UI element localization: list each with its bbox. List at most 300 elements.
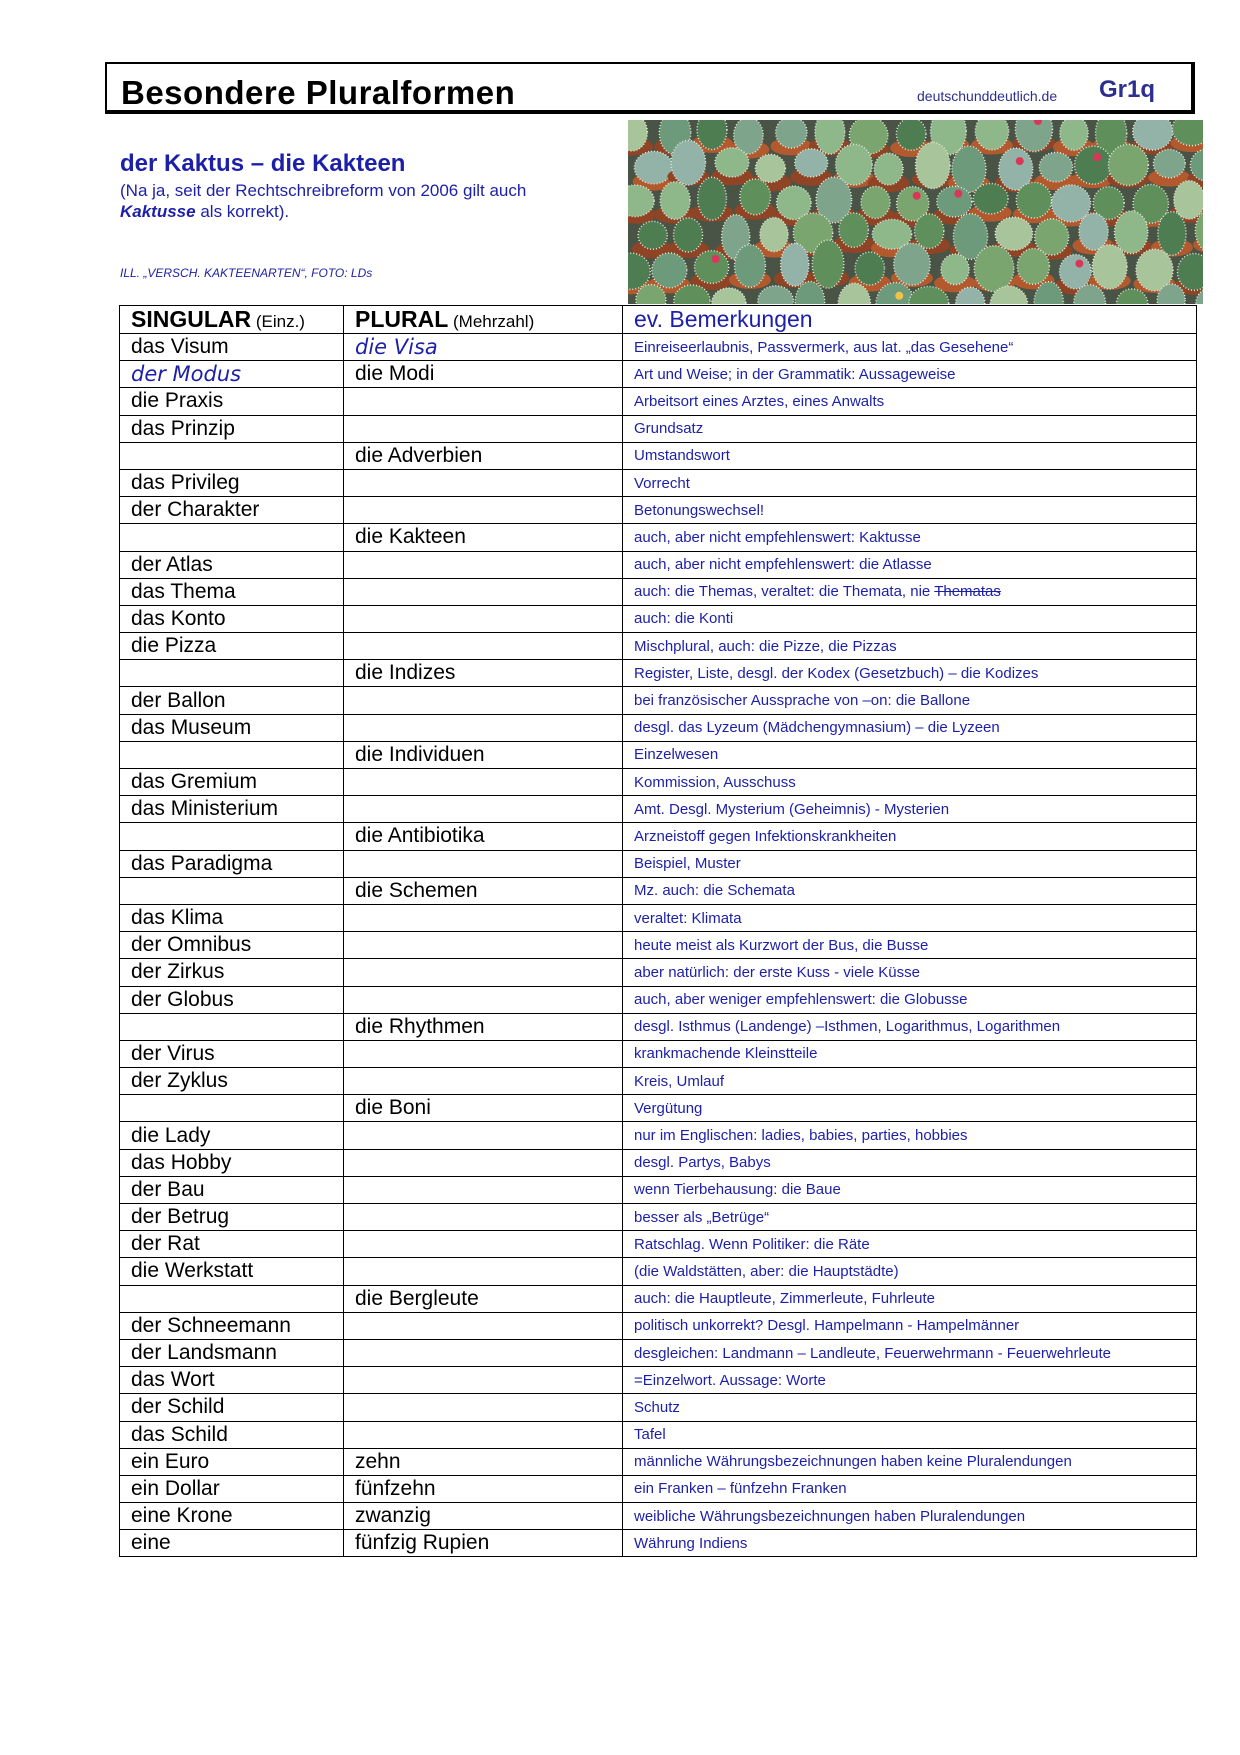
page-title: Besondere Pluralformen [121,74,516,111]
remark-cell-text: auch: die Hauptleute, Zimmerleute, Fuhrleute [634,1290,935,1308]
remark-cell [623,1421,1197,1448]
plural-cell [344,660,623,687]
intro-note-bold: Kaktusse [120,202,196,221]
table-row [120,741,1197,768]
plural-cell [344,1367,623,1394]
remark-cell [623,823,1197,850]
singular-cell [120,633,344,660]
remark-cell [623,932,1197,959]
remark-cell [623,959,1197,986]
plural-cell-text: die Indizes [355,661,456,685]
intro-heading: der Kaktus – die Kakteen [120,150,406,177]
table-row [120,1013,1197,1040]
table-row [120,1176,1197,1203]
singular-cell-text: die Werkstatt [131,1259,254,1283]
remark-cell-text: männliche Währungsbezeichnungen haben keine Pluralendungen [634,1453,1072,1471]
plural-cell-text: fünfzig Rupien [355,1531,490,1555]
remark-cell-text: auch: die Konti [634,610,734,628]
table-row [120,959,1197,986]
table-row [120,932,1197,959]
singular-cell-text: der Bau [131,1177,205,1201]
plural-cell-text: zehn [355,1449,401,1473]
remark-cell-text: Beispiel, Muster [634,855,741,873]
intro-note-before: (Na ja, seit der Rechtschreibreform von 2006 gilt auch [120,181,527,200]
table-row [120,1095,1197,1122]
singular-cell-text: der Virus [131,1041,215,1065]
singular-cell [120,1448,344,1475]
remark-cell [623,578,1197,605]
table-row [120,469,1197,496]
header-plural-sub: (Mehrzahl) [448,312,535,331]
singular-cell [120,1339,344,1366]
header-singular-label: SINGULAR [131,306,252,332]
singular-cell [120,741,344,768]
plural-cell [344,1040,623,1067]
plural-cell [344,986,623,1013]
remark-cell-text: auch, aber nicht empfehlenswert: die Atlasse [634,556,932,574]
remark-cell-text: krankmachende Kleinstteile [634,1045,818,1063]
remark-cell [623,1475,1197,1502]
singular-cell-text: die Lady [131,1123,211,1147]
plural-cell [344,605,623,632]
singular-cell-text: das Ministerium [131,797,279,821]
table-row [120,796,1197,823]
table-body [120,334,1197,1557]
remark-cell [623,1122,1197,1149]
remark-cell-text: bei französischer Aussprache von –on: die Ballone [634,692,971,710]
plural-cell-text: die Schemen [355,878,478,902]
table-row [120,524,1197,551]
remark-cell [623,1204,1197,1231]
singular-cell [120,1095,344,1122]
singular-cell-text: ein Euro [131,1449,210,1473]
plural-cell [344,1339,623,1366]
table-row [120,1503,1197,1530]
singular-cell [120,932,344,959]
singular-cell [120,415,344,442]
plural-cell [344,1421,623,1448]
singular-cell [120,823,344,850]
singular-cell [120,769,344,796]
remark-cell [623,1149,1197,1176]
plural-cell [344,1448,623,1475]
singular-cell-text: das Hobby [131,1150,232,1174]
remark-cell [623,1312,1197,1339]
table-row [120,1040,1197,1067]
singular-cell [120,1367,344,1394]
remark-cell [623,497,1197,524]
singular-cell [120,959,344,986]
plural-cell [344,823,623,850]
singular-cell [120,334,344,361]
table-row [120,1421,1197,1448]
plural-cell [344,1312,623,1339]
remark-cell [623,1367,1197,1394]
singular-cell-text: das Konto [131,606,226,630]
remark-cell [623,442,1197,469]
singular-cell [120,469,344,496]
remark-cell-text: desgl. das Lyzeum (Mädchengymnasium) – die Lyzeen [634,719,1000,737]
plural-cell [344,1176,623,1203]
plural-cell [344,334,623,361]
singular-cell [120,1530,344,1557]
intro-note [120,180,620,222]
table-row [120,442,1197,469]
plural-cell [344,904,623,931]
plural-cell [344,1503,623,1530]
remark-cell-text: auch, aber weniger empfehlenswert: die Globusse [634,991,968,1009]
remark-cell-text: Kommission, Ausschuss [634,773,796,791]
remark-cell-text: =Einzelwort. Aussage: Worte [634,1371,826,1389]
singular-cell-text: eine [131,1531,171,1555]
plural-cell [344,1149,623,1176]
plural-cell [344,959,623,986]
plural-cell [344,687,623,714]
singular-cell [120,1421,344,1448]
singular-cell [120,524,344,551]
remark-cell-text: Einreiseerlaubnis, Passvermerk, aus lat. „das Gesehene“ [634,338,1014,356]
remark-cell-text: Vergütung [634,1099,703,1117]
remark-cell-text: Kreis, Umlauf [634,1072,725,1090]
singular-cell [120,904,344,931]
header-singular-sub: (Einz.) [251,312,305,331]
plural-cell [344,1068,623,1095]
singular-cell-text: ein Dollar [131,1476,220,1500]
singular-cell [120,1068,344,1095]
remark-cell [623,850,1197,877]
plural-cell [344,442,623,469]
remark-cell [623,1530,1197,1557]
plural-cell-text: die Modi [355,362,435,386]
remark-cell-text: veraltet: Klimata [634,909,742,927]
table-row [120,1367,1197,1394]
singular-cell [120,1122,344,1149]
remark-cell [623,1068,1197,1095]
singular-cell [120,442,344,469]
remark-cell [623,904,1197,931]
table-row [120,904,1197,931]
table-row [120,551,1197,578]
singular-cell [120,1394,344,1421]
remark-cell-text: politisch unkorrekt? Desgl. Hampelmann - Hampelmänner [634,1317,1020,1335]
table-row [120,1475,1197,1502]
remark-cell-text: Mz. auch: die Schemata [634,882,795,900]
remark-cell [623,1503,1197,1530]
table-row [120,1530,1197,1557]
remark-cell [623,714,1197,741]
plural-cell [344,469,623,496]
plural-cell [344,1204,623,1231]
plural-cell-text: zwanzig [355,1504,431,1528]
remark-cell [623,660,1197,687]
plural-cell-text: die Adverbien [355,443,483,467]
singular-cell-text: der Betrug [131,1205,230,1229]
remark-cell-text: Währung Indiens [634,1534,748,1552]
cacti-photo [628,120,1203,304]
plural-cell [344,1285,623,1312]
plural-cell [344,741,623,768]
plural-cell [344,1122,623,1149]
plural-cell [344,1394,623,1421]
plural-cell [344,415,623,442]
table-row [120,1285,1197,1312]
plural-cell-text: die Boni [355,1096,431,1120]
table-row [120,1448,1197,1475]
strikethrough-text: Thematas [934,583,1001,601]
remark-cell-text: Grundsatz [634,420,704,438]
plural-table [119,305,1197,1557]
remark-cell-text: Tafel [634,1426,666,1444]
remark-cell-text: Mischplural, auch: die Pizze, die Pizzas [634,637,897,655]
remark-cell [623,524,1197,551]
remark-cell [623,796,1197,823]
plural-cell [344,932,623,959]
singular-cell-text: eine Krone [131,1504,233,1528]
plural-cell [344,1258,623,1285]
table-row [120,334,1197,361]
singular-cell [120,1285,344,1312]
table-row [120,361,1197,388]
remark-cell [623,769,1197,796]
table-row [120,986,1197,1013]
remark-cell [623,361,1197,388]
remark-cell [623,633,1197,660]
singular-cell [120,361,344,388]
site-label: deutschunddeutlich.de [917,88,1058,104]
plural-cell [344,1530,623,1557]
plural-cell [344,551,623,578]
singular-cell-text: der Schneemann [131,1313,291,1337]
singular-cell [120,1503,344,1530]
remark-cell-text: Register, Liste, desgl. der Kodex (Gesetzbuch) – die Kodizes [634,664,1039,682]
remark-cell [623,1095,1197,1122]
singular-cell-text: das Schild [131,1422,228,1446]
plural-cell [344,714,623,741]
table-row [120,1339,1197,1366]
singular-cell-text: das Paradigma [131,851,273,875]
singular-cell-text: das Gremium [131,770,258,794]
table-row [120,578,1197,605]
remark-cell [623,741,1197,768]
singular-cell-text: die Praxis [131,389,224,413]
remark-cell [623,1394,1197,1421]
singular-cell [120,986,344,1013]
plural-cell [344,633,623,660]
singular-cell-text: das Prinzip [131,416,235,440]
plural-cell [344,1231,623,1258]
singular-cell-text: der Zirkus [131,960,225,984]
cacti-illustration [628,120,1203,304]
remark-cell [623,334,1197,361]
singular-cell [120,660,344,687]
remark-cell-text: nur im Englischen: ladies, babies, parties, hobbies [634,1127,968,1145]
singular-cell [120,1312,344,1339]
singular-cell [120,1258,344,1285]
remark-cell-text: aber natürlich: der erste Kuss - viele Küsse [634,963,920,981]
remark-cell-text: auch, aber nicht empfehlenswert: Kaktusse [634,528,921,546]
singular-cell [120,850,344,877]
remark-cell [623,1040,1197,1067]
table-row [120,497,1197,524]
table-row [120,415,1197,442]
singular-cell [120,578,344,605]
header-plural-label: PLURAL [355,306,449,332]
plural-cell [344,850,623,877]
table-row [120,714,1197,741]
table-row [120,1204,1197,1231]
plural-cell [344,796,623,823]
plural-cell [344,1095,623,1122]
plural-cell-text: die Visa [355,334,438,359]
plural-cell [344,1013,623,1040]
table-row [120,850,1197,877]
singular-cell-text: das Klima [131,906,224,930]
singular-cell [120,388,344,415]
remark-cell [623,1258,1197,1285]
remark-cell-text: Arzneistoff gegen Infektionskrankheiten [634,827,897,845]
singular-cell-text: das Visum [131,335,229,359]
singular-cell-text: der Globus [131,987,234,1011]
singular-cell [120,714,344,741]
remark-cell [623,1231,1197,1258]
table-row [120,1231,1197,1258]
table-header-row [120,306,1197,334]
singular-cell [120,877,344,904]
remark-cell-text: ein Franken – fünfzehn Franken [634,1480,847,1498]
singular-cell-text: der Landsmann [131,1341,277,1365]
table-row [120,769,1197,796]
header-remarks: ev. Bemerkungen [623,306,1197,334]
singular-cell-text: der Zyklus [131,1069,228,1093]
plural-cell [344,877,623,904]
table-row [120,823,1197,850]
singular-cell-text: das Wort [131,1368,215,1392]
intro [120,150,620,222]
header-plural [344,306,623,334]
singular-cell-text: der Rat [131,1232,200,1256]
plural-cell-text: die Kakteen [355,525,466,549]
plural-cell [344,769,623,796]
singular-cell-text: das Museum [131,715,252,739]
plural-cell-text: die Bergleute [355,1286,479,1310]
table-row [120,1394,1197,1421]
singular-cell [120,687,344,714]
singular-cell [120,796,344,823]
remark-cell-text: auch: die Themas, veraltet: die Themata, nie [634,583,935,601]
table-row [120,1312,1197,1339]
singular-cell-text: der Omnibus [131,933,252,957]
singular-cell [120,1475,344,1502]
remark-cell-text: heute meist als Kurzwort der Bus, die Busse [634,936,929,954]
remark-cell [623,1285,1197,1312]
remark-cell [623,986,1197,1013]
remark-cell-text: besser als „Betrüge“ [634,1208,770,1226]
plural-cell [344,388,623,415]
remark-cell [623,469,1197,496]
remark-cell-text: desgleichen: Landmann – Landleute, Feuerwehrmann - Feuerwehrleute [634,1344,1111,1362]
singular-cell [120,1231,344,1258]
table-row [120,388,1197,415]
remark-cell [623,877,1197,904]
worksheet-code: Gr1q [1099,76,1156,103]
remark-cell-text: desgl. Partys, Babys [634,1154,771,1172]
remark-cell-text: Einzelwesen [634,746,719,764]
remark-cell-text: Arbeitsort eines Arztes, eines Anwalts [634,392,885,410]
table-row [120,605,1197,632]
table-row [120,1068,1197,1095]
table-row [120,1258,1197,1285]
singular-cell [120,551,344,578]
remark-cell-text: Amt. Desgl. Mysterium (Geheimnis) - Mysterien [634,800,950,818]
remark-cell-text: Vorrecht [634,474,690,492]
remark-cell-text: Schutz [634,1398,680,1416]
table-row [120,633,1197,660]
singular-cell-text: das Privileg [131,471,240,495]
remark-cell [623,1339,1197,1366]
remark-cell [623,1013,1197,1040]
singular-cell [120,1149,344,1176]
singular-cell-text: der Atlas [131,552,213,576]
remark-cell-text: Betonungswechsel! [634,501,765,519]
singular-cell [120,1176,344,1203]
remark-cell-text: Ratschlag. Wenn Politiker: die Räte [634,1235,870,1253]
singular-cell-text: der Ballon [131,688,226,712]
singular-cell-text: der Charakter [131,498,260,522]
plural-cell [344,524,623,551]
singular-cell [120,605,344,632]
remark-cell [623,415,1197,442]
singular-cell [120,497,344,524]
plural-cell-text: die Rhythmen [355,1014,485,1038]
table-row [120,1122,1197,1149]
plural-cell-text: fünfzehn [355,1476,436,1500]
photo-credit: ILL. „VERSCH. KAKTEENARTEN“, FOTO: LDs [120,266,373,280]
singular-cell-text: der Schild [131,1395,225,1419]
singular-cell [120,1040,344,1067]
remark-cell-text: (die Waldstätten, aber: die Hauptstädte) [634,1262,899,1280]
title-box [105,62,1195,114]
remark-cell-text: Art und Weise; in der Grammatik: Aussageweise [634,365,956,383]
singular-cell [120,1013,344,1040]
intro-note-after: als korrekt). [195,202,290,221]
remark-cell [623,551,1197,578]
singular-cell-text: das Thema [131,579,236,603]
table-row [120,877,1197,904]
singular-cell-text: die Pizza [131,634,217,658]
remark-cell [623,1448,1197,1475]
remark-cell [623,687,1197,714]
remark-cell [623,605,1197,632]
plural-cell [344,361,623,388]
remark-cell-text: desgl. Isthmus (Landenge) –Isthmen, Logarithmus, Logarithmen [634,1018,1061,1036]
singular-cell [120,1204,344,1231]
table-row [120,687,1197,714]
remark-cell-text: wenn Tierbehausung: die Baue [634,1181,841,1199]
plural-cell [344,497,623,524]
plural-cell [344,1475,623,1502]
remark-cell [623,388,1197,415]
plural-cell-text: die Antibiotika [355,824,485,848]
table-row [120,1149,1197,1176]
remark-cell-text: Umstandswort [634,447,730,465]
remark-cell-text: weibliche Währungsbezeichnungen haben Pluralendungen [634,1507,1026,1525]
remark-cell [623,1176,1197,1203]
plural-cell [344,578,623,605]
table-row [120,660,1197,687]
singular-cell-text: der Modus [131,361,242,386]
plural-cell-text: die Individuen [355,742,485,766]
header-singular [120,306,344,334]
